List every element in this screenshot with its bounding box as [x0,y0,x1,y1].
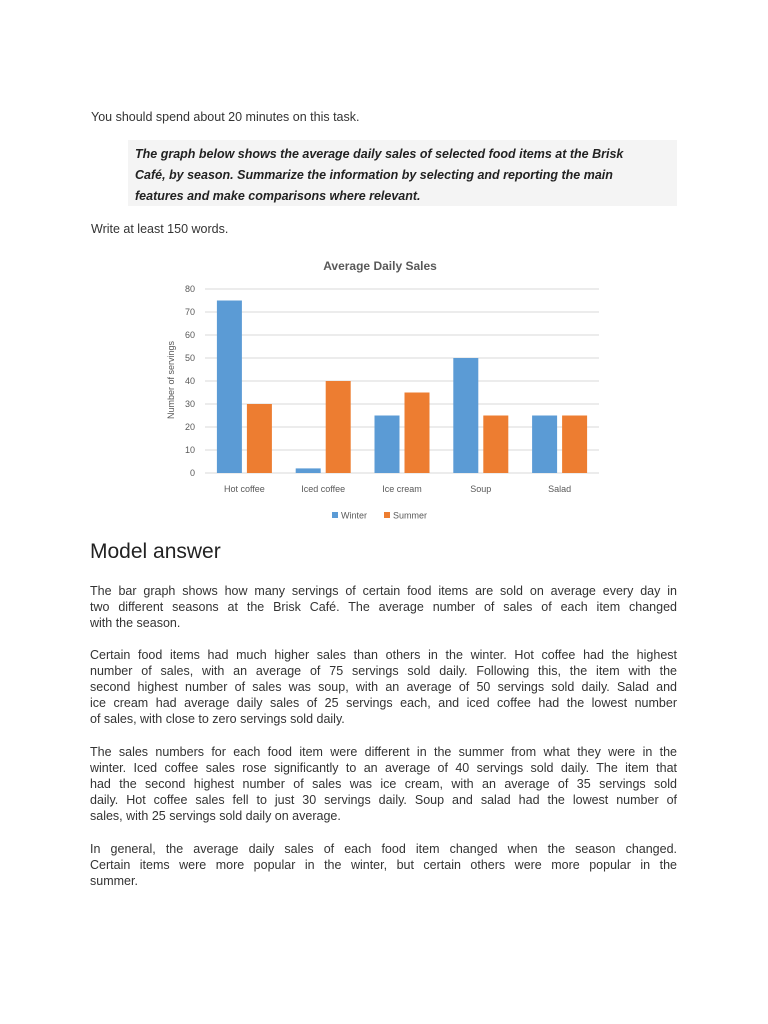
bar-chart [160,250,610,530]
model-answer-paragraph-4 [90,841,677,889]
bar-winter-hot-coffee [217,301,242,474]
x-tick-label: Salad [548,484,572,494]
paragraph-line: sales, with 25 servings sold daily on average. [90,809,341,823]
paragraph-line: two different seasons at the Brisk Café. The average number of sales of each item changed [90,600,677,614]
chart-bars [217,301,587,474]
bar-winter-salad [532,416,557,474]
paragraph-line: The sales numbers for each food item were different in the summer from what they were in the [90,745,677,759]
y-tick-label: 20 [184,422,195,432]
model-answer-paragraph-1 [90,583,677,631]
paragraph-line: number of sales, with an average of 75 servings sold daily. Following this, the item with the [90,664,677,678]
paragraph-line: summer. [90,874,138,888]
paragraph-line: In general, the average daily sales of each food item changed when the season changed. [90,842,677,856]
task-prompt-line: Café, by season. Summarize the information by selecting and reporting the main [135,168,613,182]
bar-summer-salad [562,416,587,474]
paragraph-line: daily. Hot coffee sales fell to just 30 servings daily. Soup and salad had the lowest number of [90,793,677,807]
y-tick-label: 60 [184,330,195,340]
y-tick-label: 40 [184,376,195,386]
task-prompt-box [128,140,677,206]
task-instruction: You should spend about 20 minutes on this task. [91,110,360,124]
chart-y-tick-labels [185,284,195,478]
y-tick-label: 30 [184,399,195,409]
paragraph-line: second highest number of sales was soup, with an average of 50 servings sold daily. Salad and [90,680,677,694]
chart-y-axis-label: Number of servings [166,340,176,420]
paragraph-line: of sales, with close to zero servings sold daily. [90,712,345,726]
x-tick-label: Ice cream [382,484,422,494]
model-answer-heading: Model answer [90,540,221,563]
paragraph-line: with the season. [90,616,181,630]
legend-swatch-summer [384,512,390,518]
x-tick-label: Hot coffee [223,484,265,494]
paragraph-line: Certain items were more popular in the winter, but certain others were more popular in the [90,858,677,872]
y-tick-label: 80 [184,284,195,294]
legend-label-winter: Winter [341,510,368,521]
y-tick-label: 50 [184,353,195,363]
paragraph-line: ice cream had average daily sales of 25 servings each, and iced coffee had the lowest number [90,696,677,710]
bar-winter-ice-cream [375,416,400,474]
chart-title: Average Daily Sales [323,259,437,273]
x-tick-label: Iced coffee [301,484,346,494]
task-prompt-line: features and make comparisons where relevant. [135,189,421,203]
y-tick-label: 10 [184,445,195,455]
bar-summer-iced-coffee [326,381,351,473]
paragraph-line: Certain food items had much higher sales than others in the winter. Hot coffee had the highest [90,648,677,662]
bar-summer-hot-coffee [247,404,272,473]
model-answer-paragraph-2 [90,647,677,727]
chart-x-tick-labels [224,484,571,494]
chart-legend [332,511,427,521]
bar-winter-iced-coffee [296,468,321,473]
legend-swatch-winter [332,512,338,518]
paragraph-line: winter. Iced coffee sales rose significantly to an average of 40 servings sold daily. The item that [90,761,677,775]
bar-winter-soup [453,358,478,473]
word-count-instruction: Write at least 150 words. [91,222,229,236]
task-prompt-line: The graph below shows the average daily sales of selected food items at the Brisk [135,147,624,161]
bar-summer-soup [483,416,508,474]
paragraph-line: had the second highest number of sales was ice cream, with an average of 35 servings sold [90,777,677,791]
paragraph-line: The bar graph shows how many servings of certain food items are sold on average every day in [90,584,677,598]
x-tick-label: Soup [470,484,492,494]
y-tick-label: 0 [189,468,195,478]
legend-label-summer: Summer [393,510,428,521]
y-tick-label: 70 [184,307,195,317]
bar-summer-ice-cream [405,393,430,474]
model-answer-paragraph-3 [90,744,677,824]
